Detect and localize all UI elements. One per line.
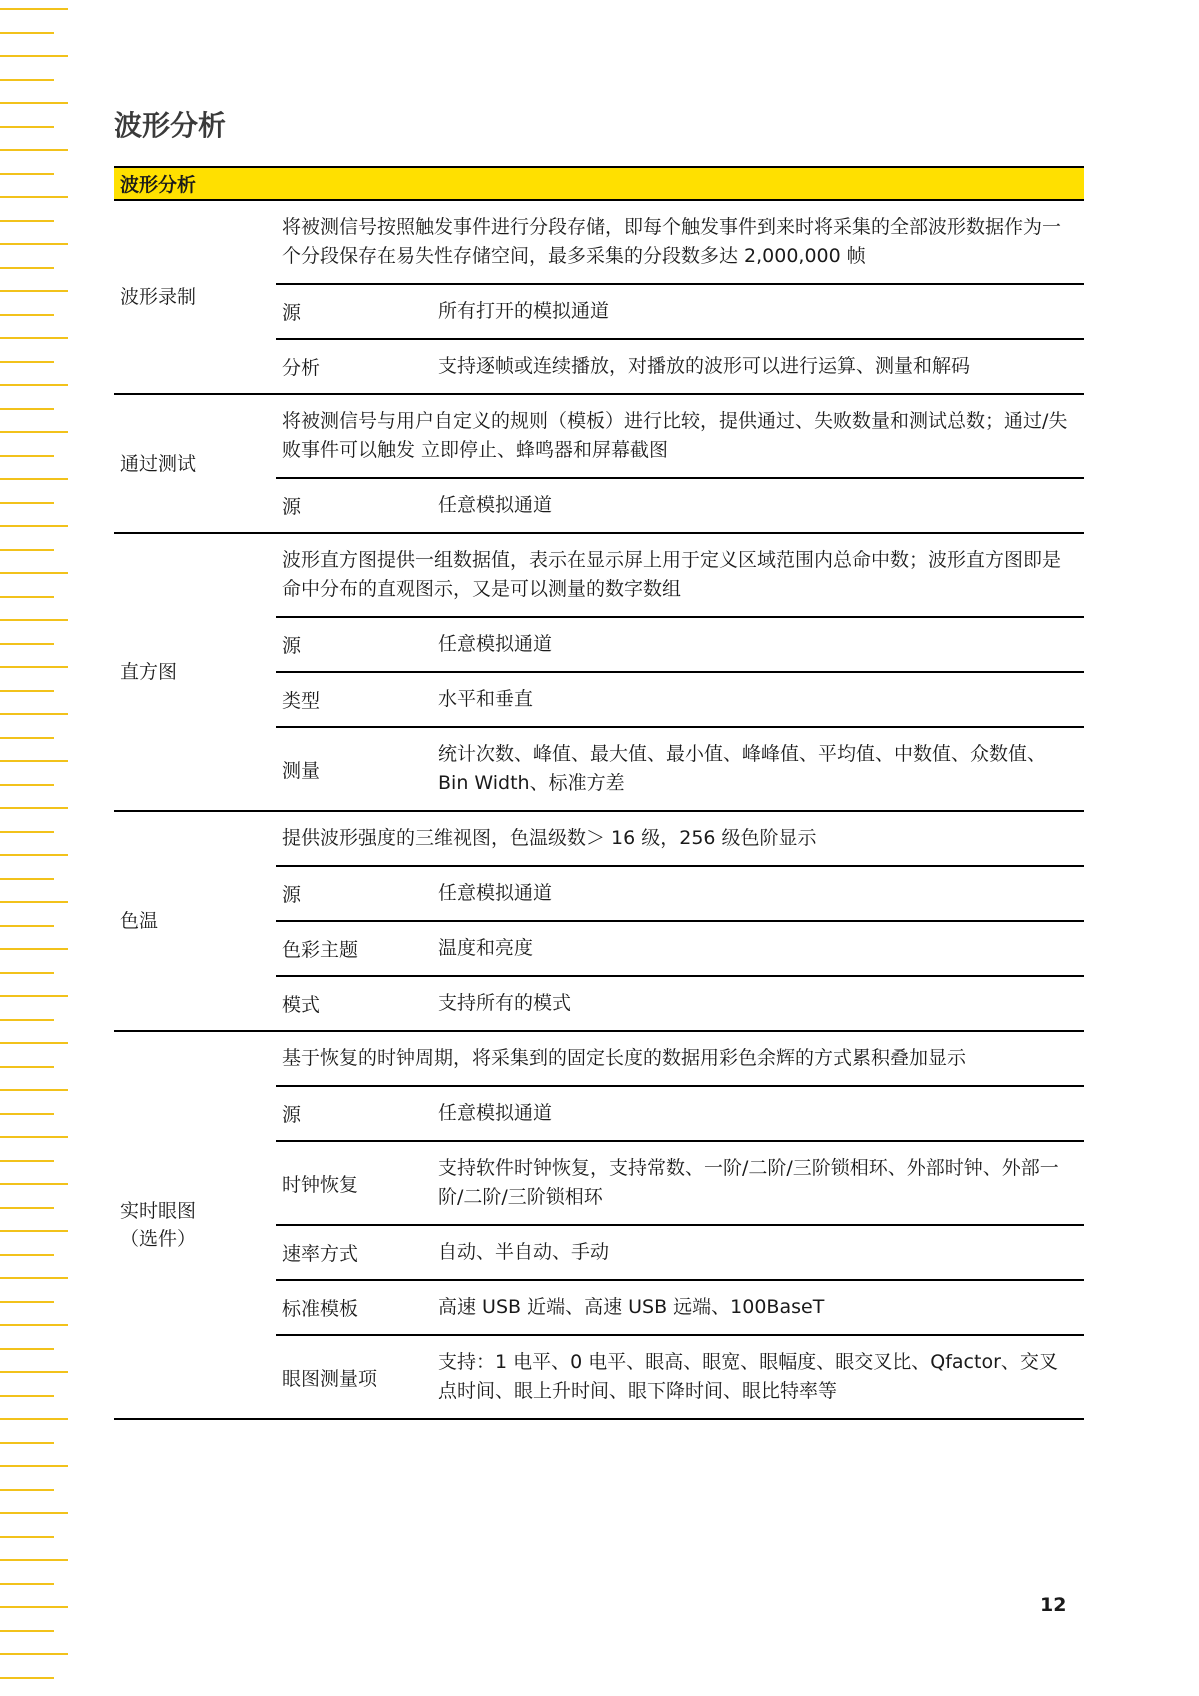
margin-line [0,1677,54,1679]
margin-line [0,549,54,551]
spec-section [114,1032,1084,1420]
margin-line [0,314,54,316]
section-label-cell [114,395,276,532]
table-body [114,201,1084,1420]
margin-line [0,1559,68,1561]
spec-row [276,673,1084,728]
margin-line [0,267,54,269]
margin-line [0,290,68,292]
spec-row [276,618,1084,673]
margin-line [0,1395,54,1397]
table-header: 波形分析 [114,166,1084,201]
section-label-cell [114,812,276,1030]
margin-line [0,1183,68,1185]
margin-line [0,1019,54,1021]
margin-line [0,1606,68,1608]
spec-key: 源 [282,1104,302,1126]
spec-key: 眼图测量项 [282,1367,378,1390]
spec-value: 自动、半自动、手动 [438,1241,610,1263]
spec-key: 类型 [282,690,321,712]
margin-line [0,1277,68,1279]
spec-value: 水平和垂直 [438,688,534,710]
margin-line [0,1630,54,1632]
spec-key: 源 [282,496,302,518]
margin-line [0,643,54,645]
margin-line [0,502,54,504]
section-label: 直方图 [120,661,178,683]
spec-section [114,395,1084,534]
margin-line [0,173,54,175]
spec-section [114,534,1084,812]
margin-line [0,713,68,715]
spec-row [276,1281,1084,1336]
margin-line [0,1113,54,1115]
margin-decoration [0,0,70,1696]
margin-line [0,1042,68,1044]
spec-key: 源 [282,635,302,657]
section-label-cell [114,201,276,393]
spec-value: 任意模拟通道 [438,633,553,655]
margin-line [0,384,68,386]
margin-line [0,948,68,950]
margin-line [0,32,54,34]
spec-row [276,285,1084,340]
section-description: 提供波形强度的三维视图，色温级数＞ 16 级，256 级色阶显示 [276,812,1084,867]
spec-key: 测量 [282,759,321,782]
section-description: 将被测信号与用户自定义的规则（模板）进行比较，提供通过、失败数量和测试总数；通过/失败事件可以触发 立即停止、蜂鸣器和屏幕截图 [276,395,1084,479]
margin-line [0,1207,54,1209]
section-label-cell [114,534,276,810]
margin-line [0,901,68,903]
section-label: 色温 [120,910,159,932]
margin-line [0,596,54,598]
margin-line [0,55,68,57]
margin-line [0,854,68,856]
margin-line [0,1089,68,1091]
section-label: 实时眼图 （选件） [120,1200,197,1250]
spec-key: 标准模板 [282,1298,359,1320]
spec-value: 任意模拟通道 [438,494,553,516]
margin-line [0,760,68,762]
margin-line [0,1371,68,1373]
margin-line [0,337,68,339]
margin-line [0,925,54,927]
margin-line [0,8,68,10]
spec-value: 支持：1 电平、0 电平、眼高、眼宽、眼幅度、眼交叉比、Qfactor、交叉点时间、眼上升时间、眼下降时间、眼比特率等 [438,1351,1058,1402]
spec-table [114,166,1084,1420]
section-label: 通过测试 [120,452,197,475]
spec-key: 时钟恢复 [282,1173,359,1196]
margin-line [0,619,68,621]
spec-value: 高速 USB 近端、高速 USB 远端、100BaseT [438,1296,825,1318]
section-description: 波形直方图提供一组数据值，表示在显示屏上用于定义区域范围内总命中数；波形直方图即是命中分布的直观图示，又是可以测量的数字数组 [276,534,1084,618]
margin-line [0,831,54,833]
margin-line [0,1230,68,1232]
margin-line [0,1324,68,1326]
margin-line [0,1301,54,1303]
margin-line [0,243,68,245]
spec-row [276,1226,1084,1281]
margin-line [0,878,54,880]
margin-line [0,666,68,668]
spec-value: 支持软件时钟恢复，支持常数、一阶/二阶/三阶锁相环、外部时钟、外部一阶/二阶/三阶锁相环 [438,1157,1059,1208]
page-number: 12 [1040,1594,1067,1616]
margin-line [0,1465,68,1467]
spec-value: 任意模拟通道 [438,882,553,904]
margin-line [0,1583,54,1585]
margin-line [0,525,68,527]
spec-row [276,728,1084,810]
spec-value: 任意模拟通道 [438,1102,553,1124]
margin-line [0,431,68,433]
spec-row [276,1142,1084,1226]
section-body [276,534,1084,810]
margin-line [0,361,54,363]
margin-line [0,126,54,128]
spec-value: 支持逐帧或连续播放，对播放的波形可以进行运算、测量和解码 [438,355,971,377]
margin-line [0,1489,54,1491]
section-body [276,812,1084,1030]
spec-key: 色彩主题 [282,939,359,961]
spec-value: 支持所有的模式 [438,992,572,1014]
margin-line [0,1442,54,1444]
spec-value: 温度和亮度 [438,937,534,959]
spec-key: 源 [282,302,302,324]
spec-row [276,977,1084,1030]
section-label-cell [114,1032,276,1418]
spec-value: 所有打开的模拟通道 [438,300,610,322]
margin-line [0,1066,54,1068]
margin-line [0,995,68,997]
spec-row [276,1087,1084,1142]
spec-key: 模式 [282,994,321,1016]
margin-line [0,1348,54,1350]
spec-row [276,340,1084,393]
section-description: 基于恢复的时钟周期，将采集到的固定长度的数据用彩色余辉的方式累积叠加显示 [276,1032,1084,1087]
page-title: 波形分析 [114,109,227,142]
margin-line [0,572,68,574]
spec-row [276,479,1084,532]
margin-line [0,690,54,692]
margin-line [0,737,54,739]
margin-line [0,784,54,786]
margin-line [0,972,54,974]
margin-line [0,455,54,457]
spec-section [114,201,1084,395]
spec-key: 分析 [282,357,321,379]
margin-line [0,1254,54,1256]
section-description: 将被测信号按照触发事件进行分段存储，即每个触发事件到来时将采集的全部波形数据作为一个分段保存在易失性存储空间，最多采集的分段数多达 2,000,000 帧 [276,201,1084,285]
margin-line [0,1536,54,1538]
spec-row [276,922,1084,977]
section-body [276,1032,1084,1418]
margin-line [0,478,68,480]
section-label: 波形录制 [120,286,197,308]
margin-line [0,102,68,104]
spec-section [114,812,1084,1032]
margin-line [0,1136,68,1138]
section-body [276,395,1084,532]
margin-line [0,79,54,81]
margin-line [0,1418,68,1420]
spec-key: 速率方式 [282,1243,359,1265]
margin-line [0,408,54,410]
spec-row [276,1336,1084,1418]
margin-line [0,196,68,198]
margin-line [0,220,54,222]
margin-line [0,1160,54,1162]
margin-line [0,149,68,151]
section-body [276,201,1084,393]
spec-row [276,867,1084,922]
margin-line [0,807,68,809]
spec-value: 统计次数、峰值、最大值、最小值、峰峰值、平均值、中数值、众数值、Bin Width、标准方差 [438,743,1047,794]
margin-line [0,1653,68,1655]
spec-key: 源 [282,884,302,906]
margin-line [0,1512,68,1514]
